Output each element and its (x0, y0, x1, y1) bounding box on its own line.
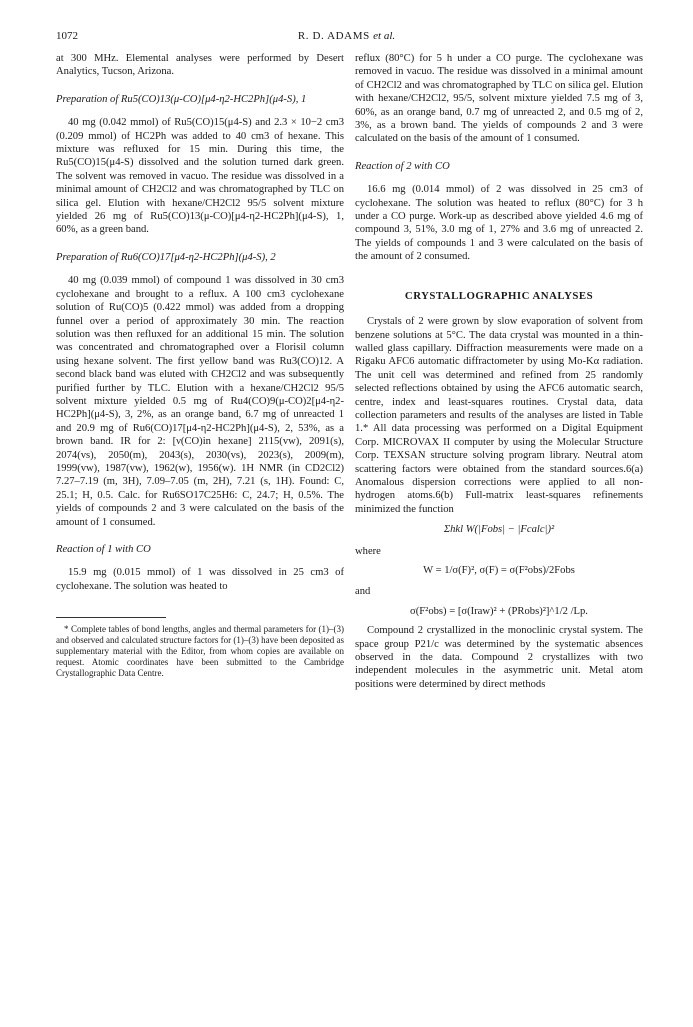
paragraph: 40 mg (0.039 mmol) of compound 1 was dissolved in 30 cm3 cyclohexane and brought to a reflux. A 100 cm3 cyclohexane solution of Ru(CO)5 (0.422 mmol) was added from a dropping funnel over a period of approximately 30 min. The reaction solution was then refluxed for an additional 15 min. The solution was concentrated and chromatographed over a Florisil column using hexane solvent. The first yellow band was Ru3(CO)12. A second black band was eluted with CH2Cl2 and was subsequently purified further by TLC. Elution with a hexane/CH2Cl2 95/5 solvent mixture yielded 0.5 mg of Ru4(CO)9(μ-CO)2[μ4-η2-HC2Ph](μ4-S), 3, 2%, as an orange band, 6.7 mg of unreacted 1 and 20.9 mg of Ru6(CO)17[μ4-η2-HC2Ph](μ4-S), 2, 53%, as a brown band. IR for 2: [ν(CO)in hexane] 2115(vw), 2091(s), 2074(vs), 2050(m), 2043(s), 2030(vs), 2023(s), 2009(m), 1999(vw), 1987(vw), 1962(w), 1956(w). 1H NMR (in CD2Cl2) 7.27–7.19 (m, 3H), 7.09–7.05 (m, 2H), 7.21 (s, 1H). Found: C, 25.1; H, 0.5. Calc. for Ru6SO17C25H6: C, 24.7; H, 0.5%. The yields of compounds 2 and 3 were calculated on the basis of the amount of 1 consumed. (56, 275, 344, 528)
paragraph: at 300 MHz. Elemental analyses were performed by Desert Analytics, Tucson, Arizona. (56, 53, 344, 78)
paragraph: 15.9 mg (0.015 mmol) of 1 was dissolved in 25 cm3 of cyclohexane. The solution was heated to (56, 567, 344, 592)
right-column (355, 52, 643, 691)
page-number: 1072 (56, 30, 78, 42)
section-heading: Reaction of 1 with CO (56, 544, 151, 555)
equation: σ(F²obs) = [σ(Iraw)² + (PRobs)²]^1/2 /Lp. (410, 605, 588, 617)
equation-label: and (355, 586, 371, 598)
equation: Σhkl W(|Fobs| − |Fcalc|)² (443, 524, 555, 536)
section-heading: CRYSTALLOGRAPHIC ANALYSES (404, 289, 594, 302)
paragraph: 16.6 mg (0.014 mmol) of 2 was dissolved in 25 cm3 of cyclohexane. The solution was heated to reflux (80°C) for 3 h under a CO purge. Work-up as described above yielded 4.6 mg of compound 3, 51%, 3.0 mg of 1, 27% and 3.6 mg of unreacted 2. The yields of compounds 1 and 3 were calculated on the basis of the amount of 2 consumed. (355, 184, 643, 263)
section-heading: Reaction of 2 with CO (355, 160, 450, 172)
left-column (56, 52, 344, 679)
equation-label: where (355, 545, 381, 557)
paragraph: Crystals of 2 were grown by slow evaporation of solvent from benzene solutions at 5°C. The data crystal was mounted in a thin-walled glass capillary. Diffraction measurements were made on a Rigaku AFC6 automatic diffractometer by using Mo-Kα radiation. The unit cell was determined and refined from 25 randomly selected reflections obtained by using the AFC6 automatic search, centre, index and least-squares routines. Crystal data, data collection parameters and results of the analyses are listed in Table 1.* All data processing was performed on a Digital Equipment Corp. MICROVAX II computer by using the Molecular Structure Corp. TEXSAN structure solving program library. Neutral atom scattering factors were obtained from the standard sources.6(a) Anomalous dispersion corrections were applied to all non-hydrogen atoms.6(b) Full-matrix least-squares refinements minimized the function (355, 316, 643, 515)
footnote: * Complete tables of bond lengths, angles and thermal parameters for (1)–(3) and observed and calculated structure factors for (1)–(3) have been deposited as supplementary material with the Editor, from whom copies are available on request. Atomic coordinates have been submitted to the Cambridge Crystallographic Data Centre. (56, 624, 344, 679)
footnote-rule (56, 617, 166, 618)
equation: W = 1/σ(F)², σ(F) = σ(F²obs)/2Fobs (423, 565, 575, 576)
paragraph: Compound 2 crystallized in the monoclinic crystal system. The space group P21/c was determined by the systematic absences observed in the data. Compound 2 crystallizes with two independent molecules in the asymmetric unit. Metal atom positions were determined by direct methods (355, 625, 643, 690)
paragraph: reflux (80°C) for 5 h under a CO purge. The cyclohexane was removed in vacuo. The residue was dissolved in a minimal amount of CH2Cl2 and was chromatographed by TLC on silica gel. Elution with hexane/CH2Cl2, 95/5, solvent mixture yielded 7.5 mg of 3, 60%, as an orange band, 0.7 mg of unreacted 2, and 0.5 mg of 2, 3%, as a brown band. The yields of compounds 2 and 3 were calculated on the basis of the amount of 1 consumed. (355, 53, 643, 145)
running-head: R. D. ADAMS et al. (297, 30, 396, 42)
section-heading: Preparation of Ru5(CO)13(μ-CO)[μ4-η2-HC2Ph](μ4-S), 1 (56, 93, 307, 105)
paragraph: 40 mg (0.042 mmol) of Ru5(CO)15(μ4-S) and 2.3 × 10−2 cm3 (0.209 mmol) of HC2Ph was added to 40 cm3 of hexane. This mixture was refluxed for 15 min. During this time, the Ru5(CO)15(μ4-S) dissolved and the solution turned dark green. The solvent was removed in vacuo. The residue was dissolved in a minimal amount of CH2Cl2 and was chromatographed by TLC on silica gel. Elution with hexane/CH2Cl2 95/5 solvent mixture yielded 26 mg of Ru5(CO)13(μ-CO)[μ4-η2-HC2Ph](μ4-S), 1, 60%, as a green band. (56, 117, 344, 236)
section-heading: Preparation of Ru6(CO)17[μ4-η2-HC2Ph](μ4-S), 2 (56, 251, 276, 263)
page-header (0, 30, 693, 46)
